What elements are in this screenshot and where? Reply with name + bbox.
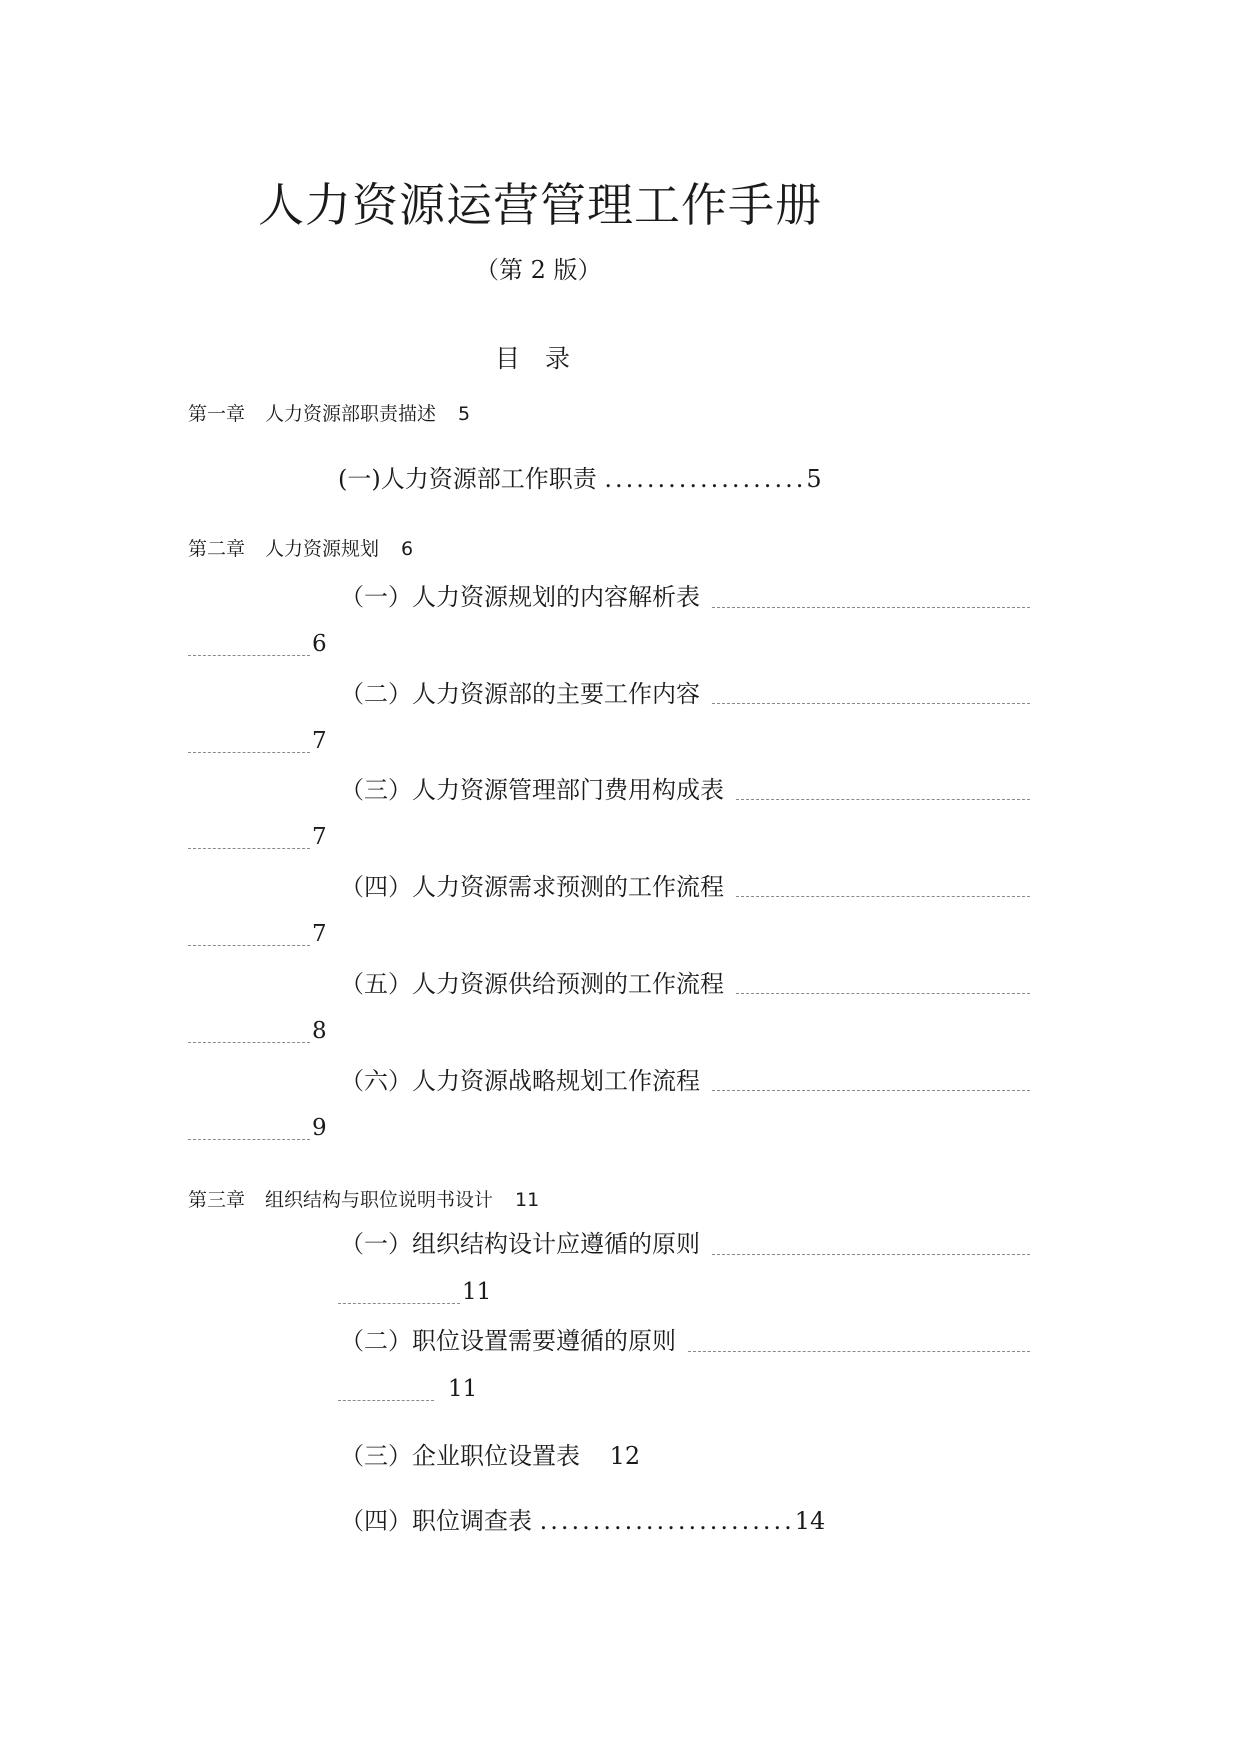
chapter-page: 5 [458, 403, 471, 425]
chapter-label: 第三章 [188, 1189, 246, 1211]
chapter-label: 第一章 [188, 403, 246, 425]
chapter-title: 组织结构与职位说明书设计 [265, 1189, 494, 1211]
dot-leader [688, 1351, 1030, 1352]
entry-page: 11 [448, 1376, 478, 1402]
entry-page: 7 [312, 728, 327, 754]
entry-text: （一）组织结构设计应遵循的原则 [340, 1230, 700, 1258]
entry-text: （一）人力资源规划的内容解析表 [340, 583, 700, 611]
chapter-page: 11 [515, 1189, 540, 1211]
dot-leader: ................... [604, 465, 807, 493]
toc-entry[interactable] [338, 467, 822, 491]
entry-page: 6 [312, 631, 327, 657]
toc-entry[interactable] [340, 972, 724, 996]
entry-page: 7 [312, 921, 327, 947]
entry-text: （四）职位调查表 [340, 1507, 532, 1535]
dot-leader [712, 1254, 1030, 1255]
toc-entry[interactable] [340, 682, 700, 706]
dot-leader [188, 1042, 310, 1043]
dot-leader [188, 752, 310, 753]
toc-chapter-1[interactable] [188, 405, 470, 424]
chapter-label: 第二章 [188, 538, 246, 560]
toc-entry[interactable] [340, 1444, 640, 1468]
toc-entry[interactable] [340, 1232, 700, 1256]
entry-text: （四）人力资源需求预测的工作流程 [340, 873, 724, 901]
dot-leader [736, 896, 1030, 897]
chapter-title: 人力资源部职责描述 [265, 403, 437, 425]
dot-leader [188, 945, 310, 946]
toc-entry[interactable] [340, 778, 724, 802]
entry-text: （二）人力资源部的主要工作内容 [340, 680, 700, 708]
dot-leader [188, 655, 310, 656]
entry-text: (一)人力资源部工作职责 [338, 465, 597, 493]
toc-chapter-2[interactable] [188, 540, 413, 559]
toc-entry[interactable] [340, 875, 724, 899]
entry-text: （二）职位设置需要遵循的原则 [340, 1327, 676, 1355]
dot-leader: ........................ [539, 1507, 795, 1535]
toc-entry[interactable] [340, 1069, 700, 1093]
toc-chapter-3[interactable] [188, 1191, 539, 1210]
entry-text: （六）人力资源战略规划工作流程 [340, 1067, 700, 1095]
toc-entry[interactable] [340, 1509, 825, 1533]
entry-text: （五）人力资源供给预测的工作流程 [340, 970, 724, 998]
entry-page: 9 [312, 1115, 327, 1141]
dot-leader [736, 993, 1030, 994]
dot-leader [712, 703, 1030, 704]
entry-page: 8 [312, 1018, 327, 1044]
dot-leader [712, 1090, 1030, 1091]
dot-leader [712, 607, 1030, 608]
document-title: 人力资源运营管理工作手册 [258, 178, 822, 232]
dot-leader [188, 1139, 310, 1140]
toc-entry[interactable] [340, 585, 700, 609]
chapter-title: 人力资源规划 [265, 538, 380, 560]
dot-leader [338, 1303, 460, 1304]
entry-page: 5 [806, 465, 822, 493]
edition-label: （第 2 版） [475, 256, 602, 284]
toc-heading: 目 录 [495, 344, 571, 373]
dot-leader [338, 1400, 434, 1401]
chapter-page: 6 [401, 538, 414, 560]
entry-page: 14 [794, 1507, 826, 1535]
dot-leader [188, 848, 310, 849]
dot-leader [736, 799, 1030, 800]
entry-text: （三）企业职位设置表 [340, 1442, 580, 1470]
entry-page: 7 [312, 824, 327, 850]
entry-page: 11 [462, 1279, 492, 1305]
toc-entry[interactable] [340, 1329, 676, 1353]
entry-page: 12 [609, 1442, 641, 1470]
entry-text: （三）人力资源管理部门费用构成表 [340, 776, 724, 804]
